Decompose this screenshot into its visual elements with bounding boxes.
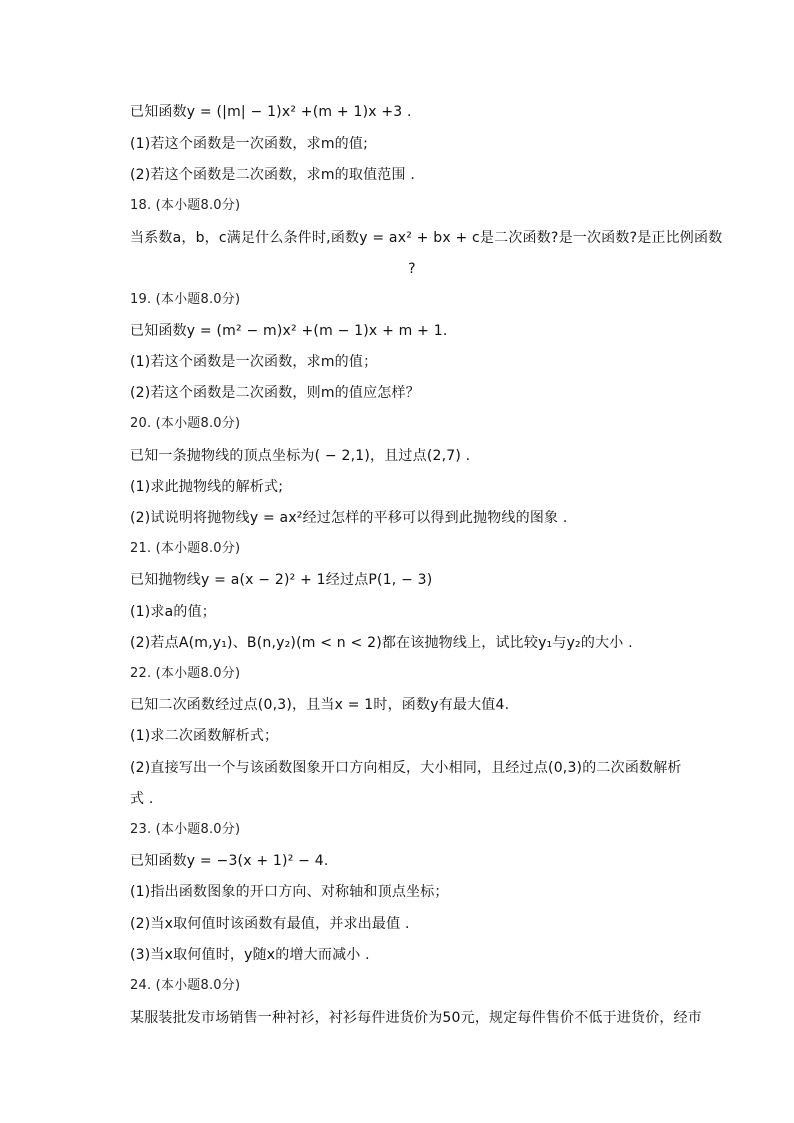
problem-22-statement: 已知二次函数经过点(0,3)，且当x = 1时，函数y有最大值4.	[130, 697, 510, 713]
problem-21-statement: 已知抛物线y = a(x − 2)² + 1经过点P(1, − 3)	[130, 572, 433, 588]
problem-19-part-1: (1)若这个函数是一次函数，求m的值；	[130, 354, 378, 370]
problem-20-statement: 已知一条抛物线的顶点坐标为( − 2,1)，且过点(2,7) .	[130, 448, 471, 464]
problem-20-header: 20. (本小题8.0分)	[130, 416, 241, 431]
problem-20-part-1: (1)求此抛物线的解析式;	[130, 479, 284, 495]
problem-21-part-2: (2)若点A(m,y₁)、B(n,y₂)(m < n < 2)都在该抛物线上，试比较y₁与y₂的大小 .	[130, 635, 633, 651]
problem-24-header: 24. (本小题8.0分)	[130, 978, 241, 993]
problem-21-part-1: (1)求a的值；	[130, 604, 217, 620]
problem-18-header: 18. (本小题8.0分)	[130, 198, 241, 213]
problem-18-statement-end: ?	[408, 261, 416, 277]
problem-22-part-2-cont: 式 .	[130, 791, 154, 807]
problem-23-part-3: (3)当x取何值时，y随x的增大而减小 .	[130, 947, 370, 963]
problem-24-statement: 某服装批发市场销售一种衬衫，衬衫每件进货价为50元，规定每件售价不低于进货价，经市	[130, 1010, 703, 1026]
problem-23-part-1: (1)指出函数图象的开口方向、对称轴和顶点坐标；	[130, 884, 449, 900]
problem-17-statement: 已知函数y = (|m| − 1)x² +(m + 1)x +3 .	[130, 104, 412, 120]
problem-19-statement: 已知函数y = (m² − m)x² +(m − 1)x + m + 1.	[130, 323, 448, 339]
problem-22-part-2: (2)直接写出一个与该函数图象开口方向相反，大小相同，且经过点(0,3)的二次函数解析	[130, 760, 682, 776]
problem-18-statement: 当系数a，b，c满足什么条件时,函数y = ax² + bx + c是二次函数?是一次函数?是正比例函数	[130, 230, 723, 246]
problem-19-part-2: (2)若这个函数是二次函数，则m的值应怎样？	[130, 385, 420, 401]
problem-22-header: 22. (本小题8.0分)	[130, 666, 241, 681]
problem-19-header: 19. (本小题8.0分)	[130, 292, 241, 307]
problem-21-header: 21. (本小题8.0分)	[130, 541, 241, 556]
problem-17-part-1: (1)若这个函数是一次函数，求m的值;	[130, 136, 368, 152]
problem-22-part-1: (1)求二次函数解析式；	[130, 728, 279, 744]
problem-20-part-2: (2)试说明将抛物线y = ax²经过怎样的平移可以得到此抛物线的图象 .	[130, 510, 568, 526]
problem-23-part-2: (2)当x取何值时该函数有最值，并求出最值 .	[130, 916, 410, 932]
problem-23-header: 23. (本小题8.0分)	[130, 822, 241, 837]
problem-17-part-2: (2)若这个函数是二次函数，求m的取值范围 .	[130, 167, 415, 183]
problem-23-statement: 已知函数y = −3(x + 1)² − 4.	[130, 853, 329, 869]
